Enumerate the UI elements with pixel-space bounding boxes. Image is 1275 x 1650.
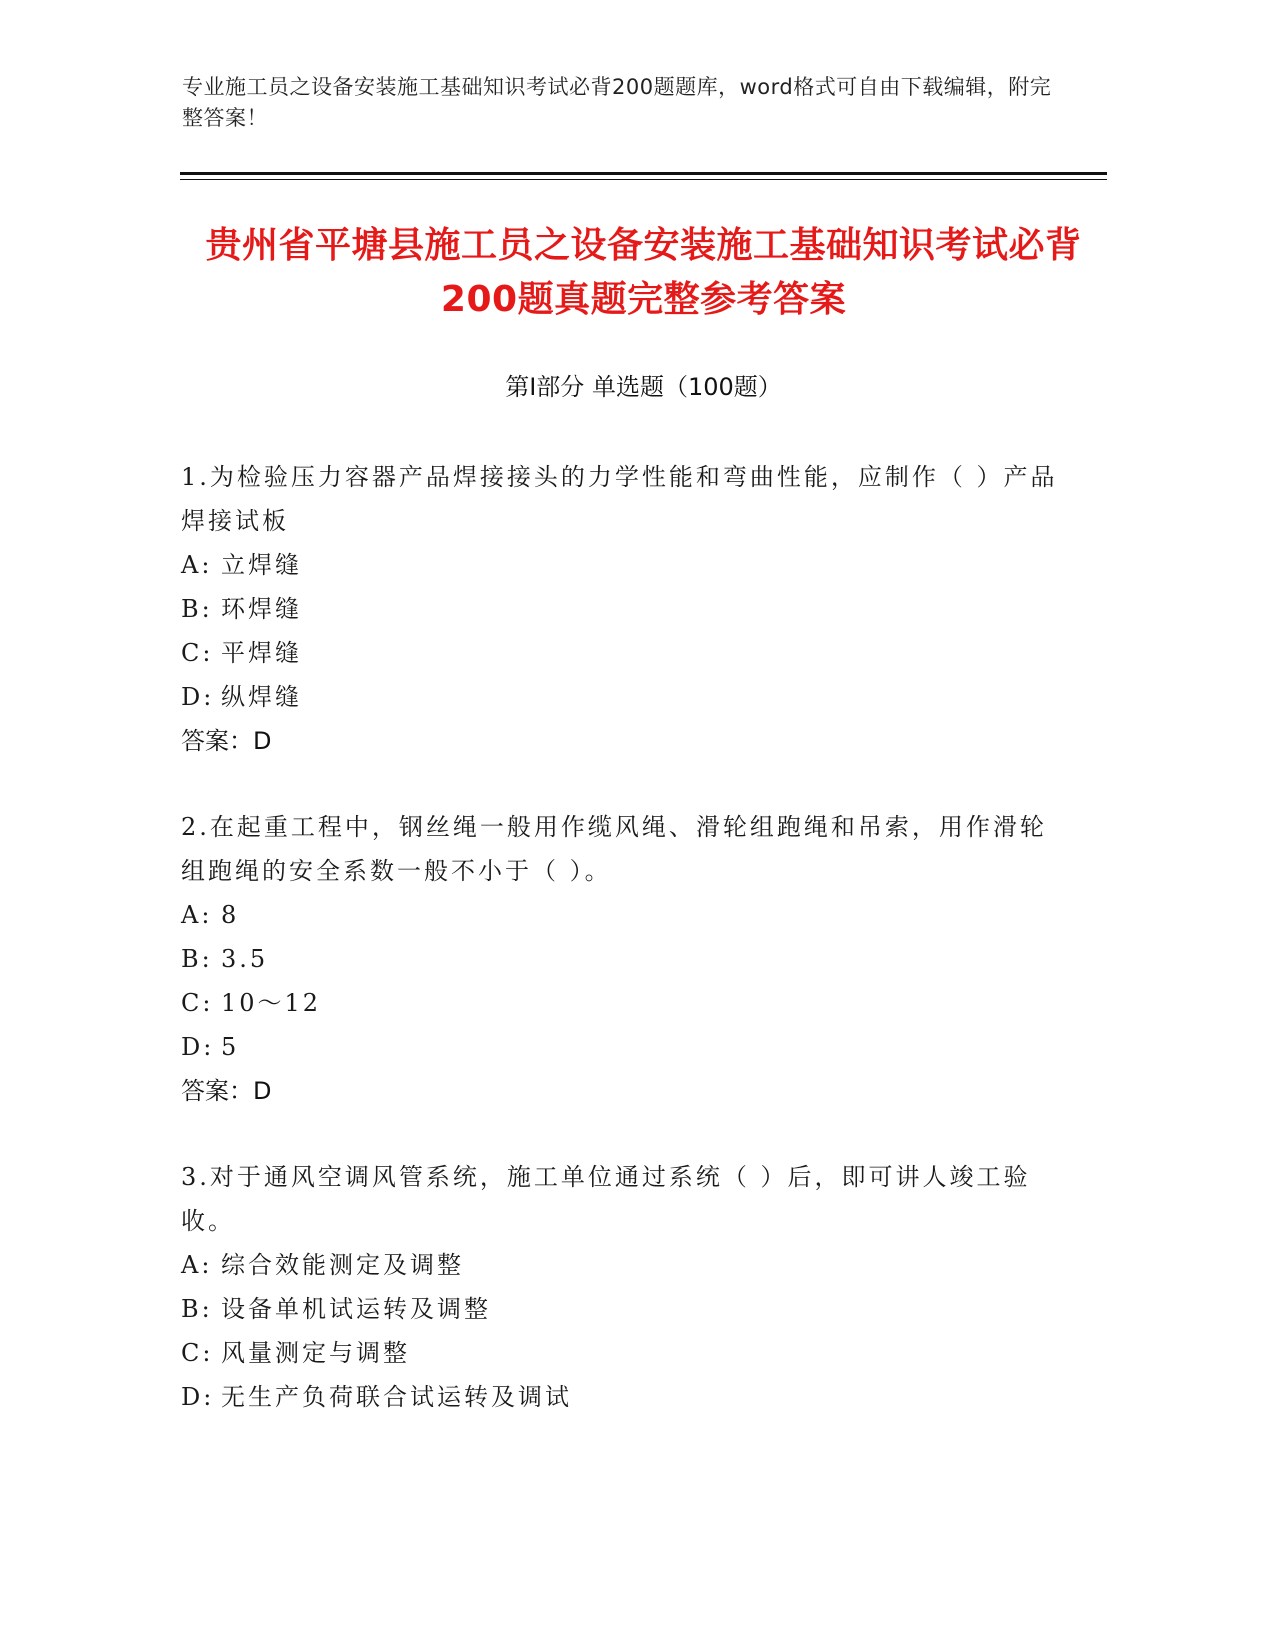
header-rule-thick [180,172,1107,175]
header-rule-thin [180,179,1107,180]
question-2 [181,805,1061,1113]
option-text: 纵焊缝 [221,683,302,711]
option-text: 平焊缝 [221,639,302,667]
question-stem: 2.在起重工程中，钢丝绳一般用作缆风绳、滑轮组跑绳和吊索，用作滑轮组跑绳的安全系数一般不小于（ ）。 [181,813,1047,885]
option-text: 风量测定与调整 [221,1339,410,1367]
option-a [181,543,1061,587]
option-text: 无生产负荷联合试运转及调试 [221,1383,572,1411]
answer-line: 答案：D [181,727,272,755]
option-d [181,1375,1061,1419]
option-text: 综合效能测定及调整 [221,1251,464,1279]
option-text: 5 [221,1033,240,1061]
option-text: 环焊缝 [221,595,302,623]
option-letter: C: [181,989,214,1017]
option-letter: B: [181,595,213,623]
option-text: 3.5 [221,945,269,973]
question-list [181,455,1061,1461]
answer-line: 答案：D [181,1077,272,1105]
option-c [181,981,1061,1025]
option-c [181,631,1061,675]
option-letter: D: [181,683,215,711]
option-c [181,1331,1061,1375]
option-letter: B: [181,945,213,973]
question-stem: 1.为检验压力容器产品焊接接头的力学性能和弯曲性能，应制作（ ）产品焊接试板 [181,463,1058,535]
option-b [181,587,1061,631]
option-d [181,675,1061,719]
option-letter: D: [181,1033,215,1061]
option-d [181,1025,1061,1069]
question-stem: 3.对于通风空调风管系统，施工单位通过系统（ ）后，即可讲人竣工验收。 [181,1163,1031,1235]
option-b [181,937,1061,981]
option-letter: C: [181,639,214,667]
option-a [181,1243,1061,1287]
option-text: 立焊缝 [221,551,302,579]
option-text: 8 [221,901,240,929]
question-1 [181,455,1061,763]
option-letter: A: [181,551,213,579]
option-a [181,893,1061,937]
document-title: 贵州省平塘县施工员之设备安装施工基础知识考试必背200题真题完整参考答案 [205,225,1082,320]
header-note: 专业施工员之设备安装施工基础知识考试必背200题题库，word格式可自由下载编辑，附完整答案！ [182,75,1052,130]
option-letter: B: [181,1295,213,1323]
option-letter: A: [181,901,213,929]
section-heading: 第Ⅰ部分 单选题（100题） [505,373,782,401]
option-letter: A: [181,1251,213,1279]
option-letter: C: [181,1339,214,1367]
option-b [181,1287,1061,1331]
option-letter: D: [181,1383,215,1411]
option-text: 设备单机试运转及调整 [221,1295,491,1323]
option-text: 10～12 [221,989,322,1017]
question-3 [181,1155,1061,1419]
